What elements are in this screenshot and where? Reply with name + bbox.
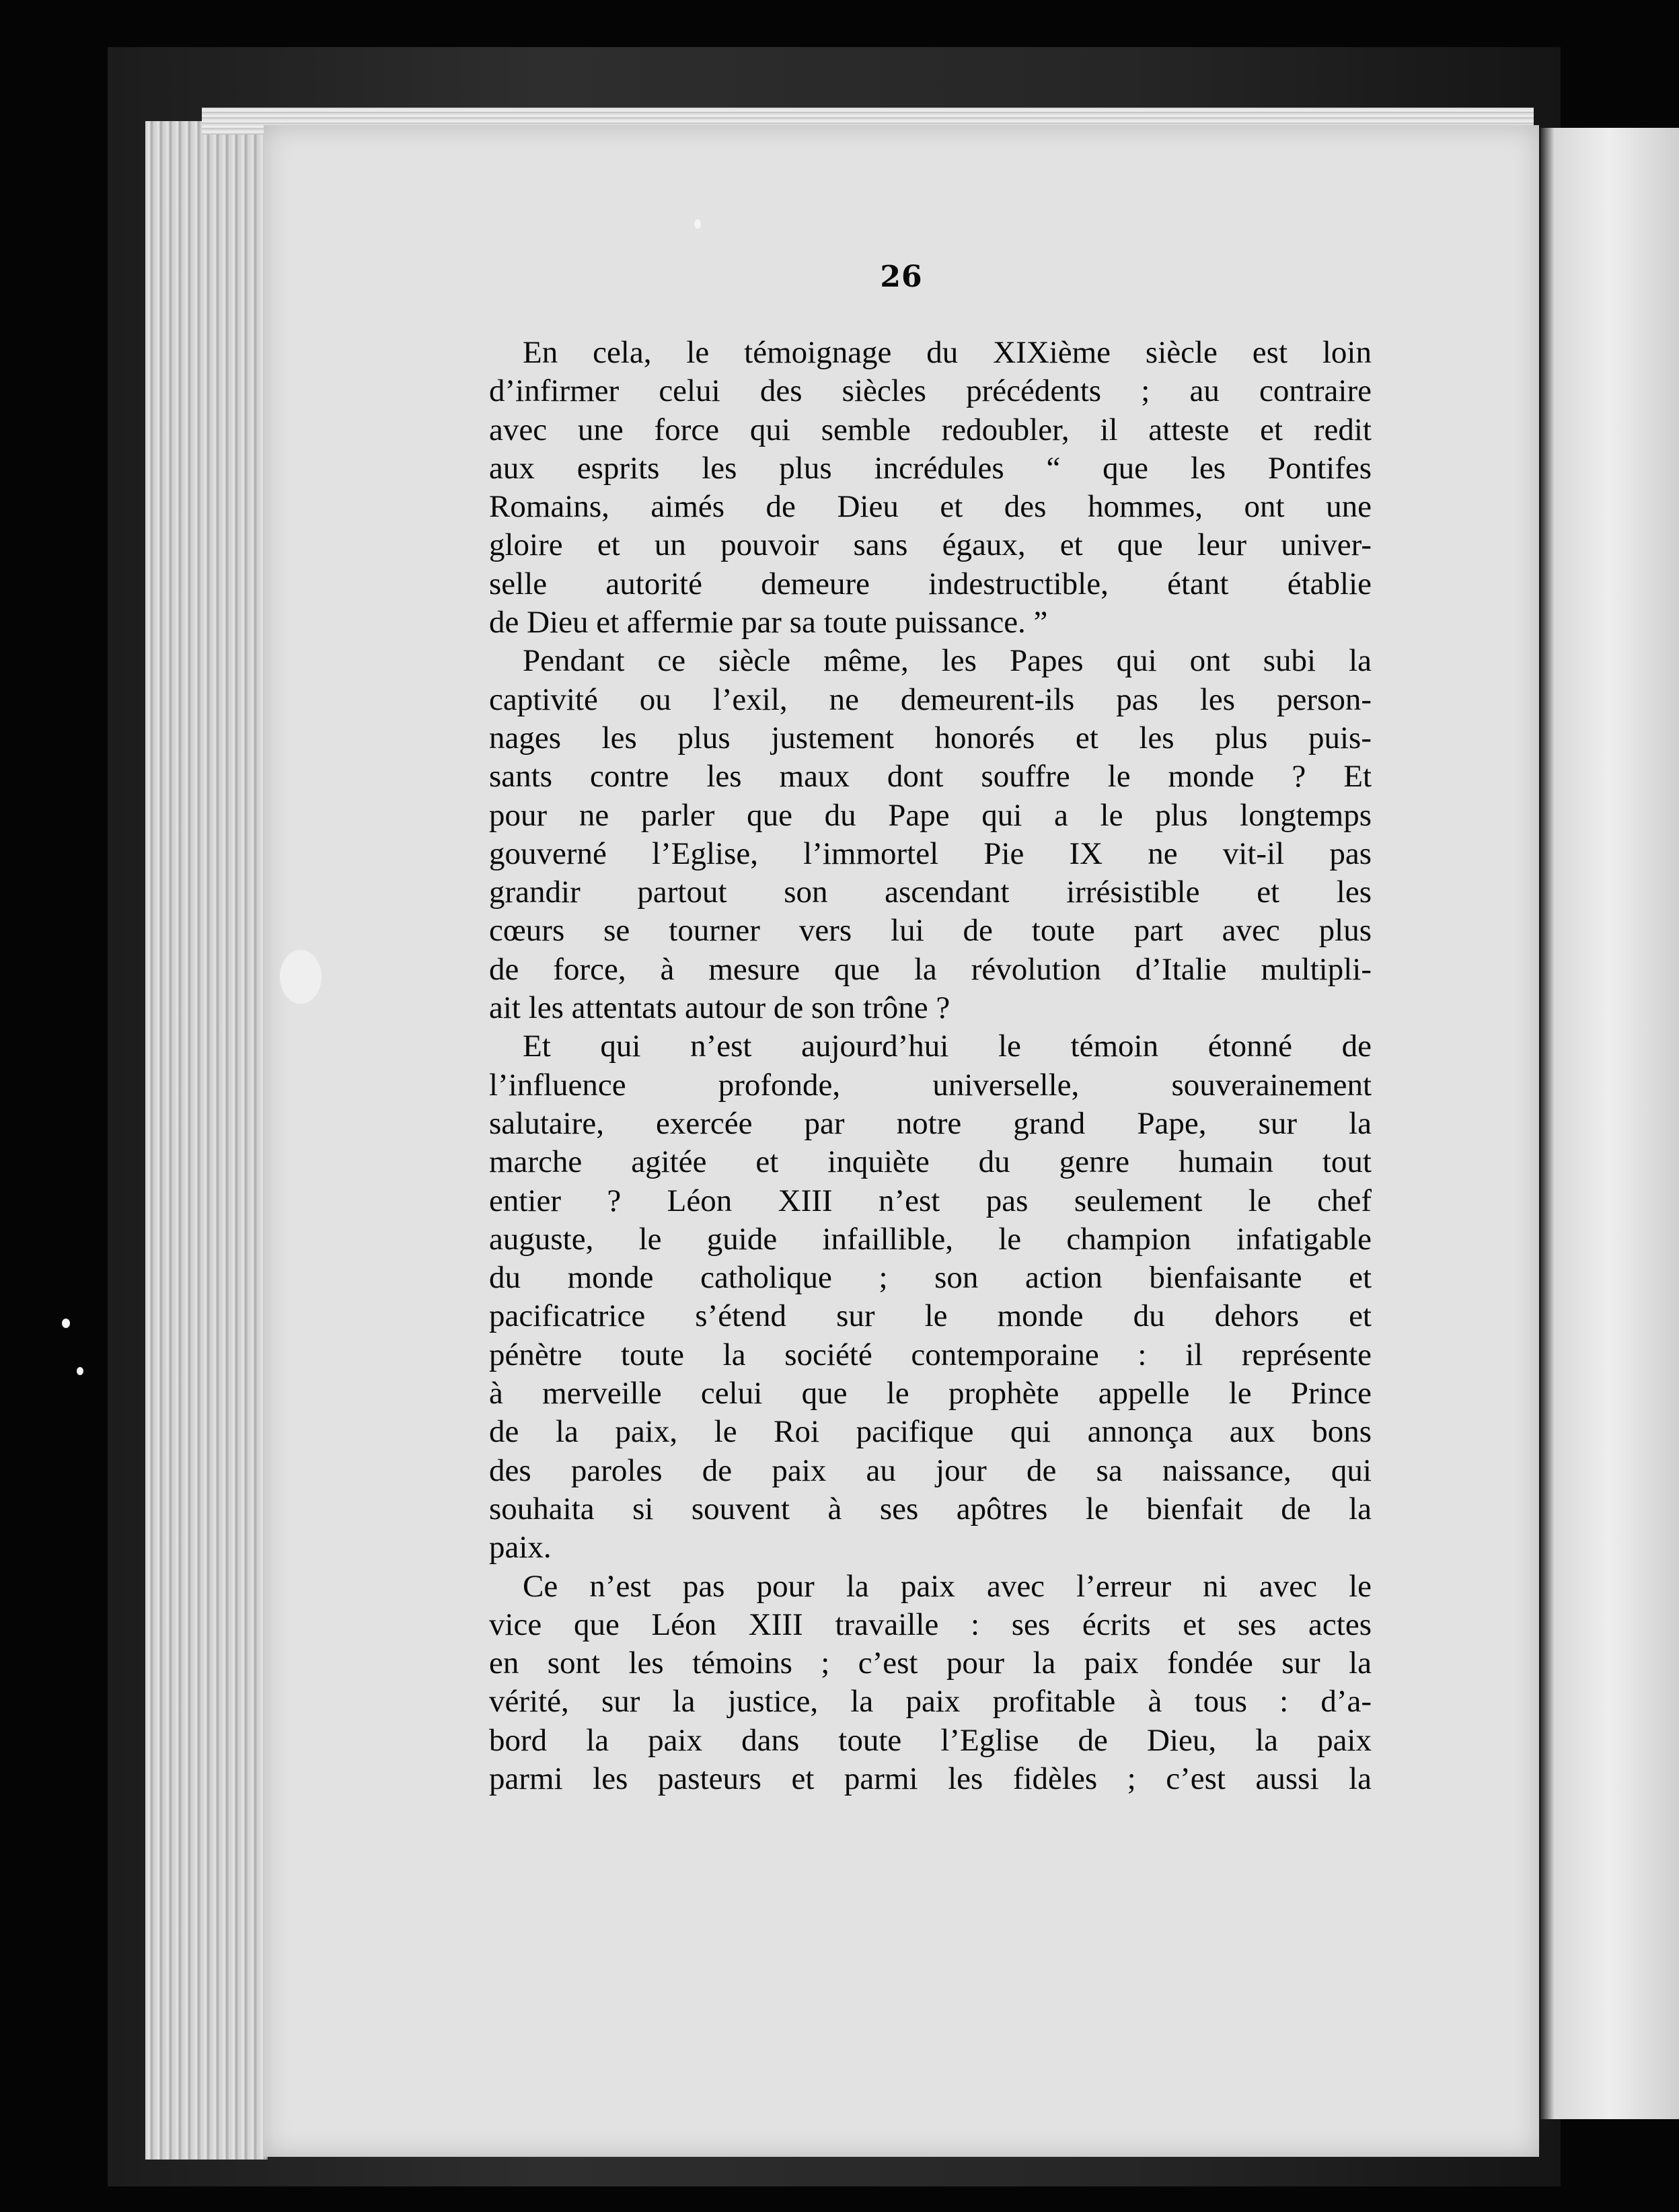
text-line: gouverné l’Eglise, l’immortel Pie IX ne vit-il pas (489, 836, 1372, 871)
paper-blemish (694, 219, 701, 229)
book-page (264, 125, 1539, 2157)
text-line: pacificatrice s’étend sur le monde du dehors et (489, 1298, 1372, 1334)
facing-page-edge (1540, 128, 1679, 2119)
text-line: Et qui n’est aujourd’hui le témoin étonné de (523, 1029, 1372, 1064)
text-line: vice que Léon XIII travaille : ses écrits et ses actes (489, 1607, 1372, 1642)
text-line: sants contre les maux dont souffre le monde ? Et (489, 759, 1372, 795)
scan-blemish (77, 1367, 83, 1375)
text-line: pénètre toute la société contemporaine : il représente (489, 1337, 1372, 1372)
paragraph (489, 1027, 1372, 1567)
text-line: bord la paix dans toute l’Eglise de Dieu, la paix (489, 1722, 1372, 1758)
paragraph (489, 334, 1372, 642)
text-line: paix. (489, 1530, 552, 1565)
text-line: pour ne parler que du Pape qui a le plus longtemps (489, 797, 1372, 833)
text-line: à merveille celui que le prophète appelle le Prince (489, 1376, 1372, 1411)
text-line: auguste, le guide infaillible, le champion infatigable (489, 1221, 1372, 1257)
text-line: cœurs se tourner vers lui de toute part avec plus (489, 913, 1372, 949)
paragraph (489, 642, 1372, 1027)
text-line: avec une force qui semble redoubler, il atteste et redit (489, 412, 1372, 447)
text-line: marche agitée et inquiète du genre humain tout (489, 1144, 1372, 1180)
body-text (489, 334, 1372, 1798)
text-line: vérité, sur la justice, la paix profitable à tous : d’a- (489, 1684, 1372, 1720)
text-line: captivité ou l’exil, ne demeurent-ils pas les person- (489, 681, 1372, 717)
scan-blemish (62, 1319, 70, 1328)
page-edges-left (145, 121, 268, 2160)
text-line: Pendant ce siècle même, les Papes qui ont subi la (523, 643, 1372, 679)
text-line: souhaita si souvent à ses apôtres le bienfait de la (489, 1491, 1372, 1526)
text-line: Ce n’est pas pour la paix avec l’erreur ni avec le (523, 1568, 1372, 1604)
text-line: en sont les témoins ; c’est pour la paix fondée sur la (489, 1646, 1372, 1681)
text-line: ait les attentats autour de son trône ? (489, 990, 950, 1026)
scan-blemish (280, 950, 322, 1004)
text-line: d’infirmer celui des siècles précédents ; au contraire (489, 373, 1372, 409)
page-number: 26 (880, 260, 923, 294)
text-line: salutaire, exercée par notre grand Pape, sur la (489, 1105, 1372, 1141)
text-line: nages les plus justement honorés et les plus puis- (489, 720, 1372, 755)
text-line: de force, à mesure que la révolution d’Italie multipli- (489, 951, 1372, 987)
text-line: parmi les pasteurs et parmi les fidèles ; c’est aussi la (489, 1761, 1372, 1796)
paragraph (489, 1568, 1372, 1799)
text-line: selle autorité demeure indestructible, étant établie (489, 566, 1372, 601)
text-line: l’influence profonde, universelle, souverainement (489, 1067, 1372, 1103)
text-line: des paroles de paix au jour de sa naissance, qui (489, 1452, 1372, 1488)
text-line: gloire et un pouvoir sans égaux, et que leur univer- (489, 527, 1372, 563)
text-line: Romains, aimés de Dieu et des hommes, ont une (489, 489, 1372, 525)
text-line: aux esprits les plus incrédules “ que les Pontifes (489, 450, 1372, 486)
text-line: grandir partout son ascendant irrésistible et les (489, 875, 1372, 910)
text-line: de Dieu et affermie par sa toute puissance. ” (489, 605, 1048, 640)
text-line: En cela, le témoignage du XIXième siècle est loin (523, 335, 1372, 370)
text-line: entier ? Léon XIII n’est pas seulement le chef (489, 1183, 1372, 1218)
text-line: de la paix, le Roi pacifique qui annonça aux bons (489, 1414, 1372, 1450)
text-line: du monde catholique ; son action bienfaisante et (489, 1260, 1372, 1296)
